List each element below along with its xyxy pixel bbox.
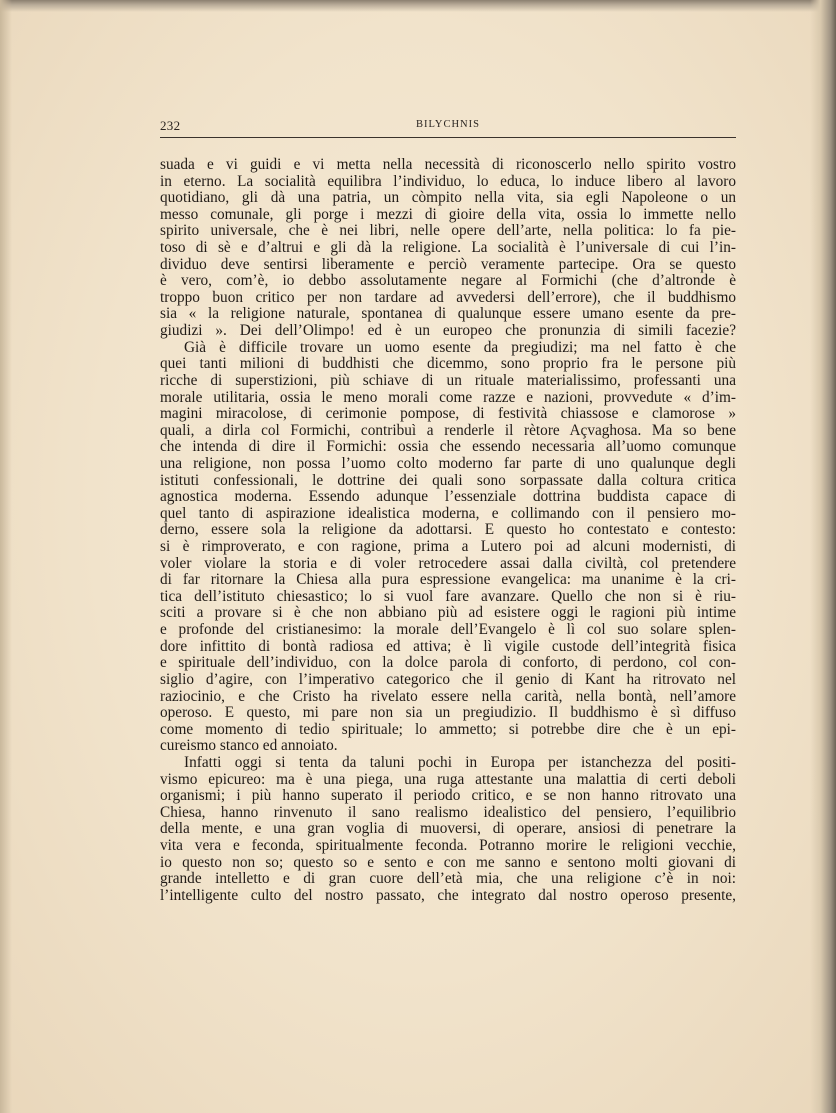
text-line: della mente, e una gran voglia di muoversi, di operare, ansiosi di penetrare la [160,821,736,838]
text-line: vita vera e feconda, spiritualmente feconda. Potranno morire le religioni vecchie, [160,837,736,854]
text-line: io questo non so; questo so e sento e con me sanno e sentono molti giovani di [160,854,736,871]
text-line: magini miracolose, di cerimonie pompose, di festività chiassose e clamorose » [160,406,736,423]
text-line: operoso. E questo, mi pare non sia un pregiudizio. Il buddhismo è sì diffuso [160,705,736,722]
text-line: suada e vi guidi e vi metta nella necessità di riconoscerlo nello spirito vostro [160,157,736,173]
text-line: giudizi ». Dei dell’Olimpo! ed è un europeo che pronunzia di simili facezie? [160,323,736,340]
page-binding-shadow [810,0,836,1113]
text-line: derno, essere sola la religione da adottarsi. E questo ho contestato e contesto: [160,522,736,539]
text-line: dore infittito di bontà radiosa ed attiva; è lì vigile custode dell’integrità fisica [160,638,736,655]
text-line: e profonde del cristianesimo: la morale dell’Evangelo è lì col suo solare splen- [160,622,736,639]
text-line: vismo epicureo: ma è una piega, una ruga attestante una malattia di certi deboli [160,771,736,788]
text-line: Chiesa, hanno rinvenuto il sano realismo idealistico del pensiero, l’equilibrio [160,804,736,821]
text-line: quei tanti milioni di buddhisti che dicemmo, sono proprio fra le persone più [160,356,736,373]
text-line: Infatti oggi si tenta da taluni pochi in Europa per istanchezza del positi- [184,754,736,771]
text-line: l’intelligente culto del nostro passato, che integrato dal nostro operoso presente, [160,887,736,904]
text-line: morale utilitaria, ossia le meno morali come razze e nazioni, provvedute « d’im- [160,389,736,406]
text-line: messo comunale, gli porge i mezzi di gioire della vita, ossia lo immette nello [160,206,736,223]
text-line: dividuo deve sentirsi liberamente e perciò veramente partecipe. Ora se questo [160,256,736,273]
text-line: sciti a provare si è che non abbiano più ad esistere oggi le ragioni più intime [160,605,736,622]
text-line: istituti confessionali, le dottrine dei quali sono sorpassate dalla coltura critica [160,472,736,489]
text-line: grande intelletto e di gran cuore dell’età mia, che una religione c’è in noi: [160,871,736,888]
text-line: cureismo stanco ed annoiato. [160,738,338,755]
text-line: di far ritornare la Chiesa alla pura espressione evangelica: ma unanime è la cri- [160,572,736,589]
text-line: quel tanto di aspirazione idealistica moderna, e collimando con il pensiero mo- [160,505,736,522]
text-line: una religione, non possa l’uomo colto moderno far parte di uno qualunque degli [160,455,736,472]
text-line: organismi; i più hanno superato il periodo critico, e se non hanno ritrovato una [160,788,736,805]
text-line: quotidiano, gli dà una patria, un còmpito nella vita, sia egli Napoleone o un [160,190,736,207]
text-line: e spirituale dell’individuo, con la dolce parola di conforto, di perdono, col con- [160,655,736,672]
text-line: spirito universale, che è nei libri, nelle opere dell’arte, nella politica: lo fa pie- [160,223,736,240]
text-line: voler violare la storia e di voler retrocedere assai dalla civiltà, col pretendere [160,555,736,572]
text-line: è vero, com’è, io debbo assolutamente negare al Formichi (che d’altronde è [160,273,736,290]
page-number: 232 [160,118,181,133]
text-line: siglio d’agire, con l’imperativo categorico che il genio di Kant ha ritrovato nel [160,671,736,688]
text-line: tica dell’istituto chiesastico; lo si vuol fare avanzare. Quello che non si è riu- [160,588,736,605]
text-line: sia « la religione naturale, spontanea di qualunque essere umano esente da pre- [160,306,736,323]
body-text [160,157,736,904]
text-line: troppo buon critico per non tardare ad avvedersi dell’errore), che il buddhismo [160,289,736,306]
text-line: come momento di tedio spirituale; lo ammetto; si potrebbe dire che è un epi- [160,721,736,738]
text-line: si è rimproverato, e con ragione, prima a Lutero poi ad alcuni modernisti, di [160,539,736,556]
page-left-edge [0,0,12,1113]
journal-title: BILYCHNIS [416,119,480,130]
page-top-edge [0,0,836,12]
text-line: ricche di superstizioni, più schiave di un rituale materialissimo, professanti una [160,372,736,389]
text-line: agnostica moderna. Essendo adunque l’essenziale dottrina buddista capace di [160,489,736,506]
text-line: quali, a dirla col Formichi, contribuì a renderle il rètore Açvaghosa. Ma so bene [160,422,736,439]
header-rule [160,137,736,138]
running-head [160,115,736,137]
text-line: Già è difficile trovare un uomo esente da pregiudizi; ma nel fatto è che [184,339,736,356]
text-line: in eterno. La socialità equilibra l’individuo, lo educa, lo induce libero al lavoro [160,173,736,190]
text-line: toso di sè e d’altrui e gli dà la religione. La socialità è l’universale di cui l’in- [160,240,736,257]
text-line: raziocinio, e che Cristo ha rivelato essere nella carità, nella bontà, nell’amore [160,688,736,705]
text-line: che intenda di dire il Formichi: ossia che essendo necessaria all’uomo comunque [160,439,736,456]
